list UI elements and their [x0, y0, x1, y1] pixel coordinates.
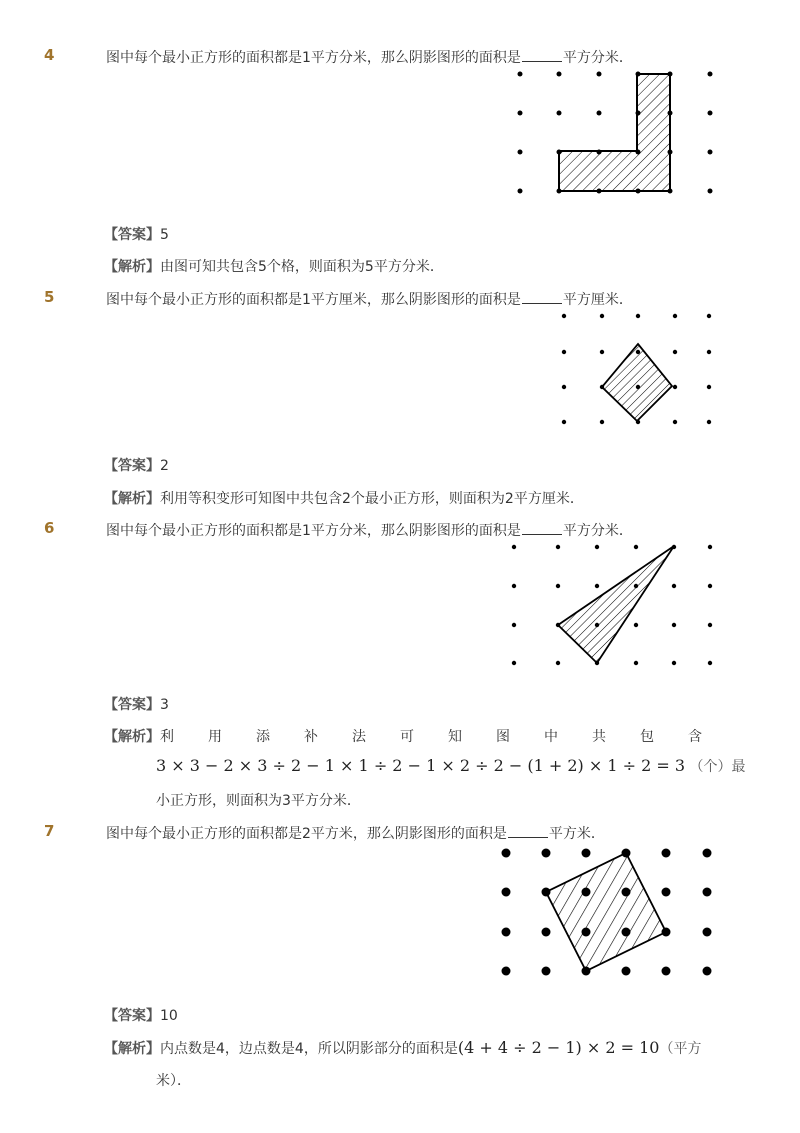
answer-line [104, 694, 169, 714]
shaded-triangle [558, 546, 674, 663]
answer-line [104, 455, 169, 475]
question-number: 7 [44, 822, 55, 840]
answer-label: 【答案】 [104, 1008, 160, 1024]
analysis-label: 【解析】 [104, 491, 160, 507]
analysis-unit: （个）最 [689, 759, 746, 775]
answer-label: 【答案】 [104, 458, 160, 474]
analysis-label: 【解析】 [104, 1041, 160, 1057]
question-text-after: 平方厘米． [562, 292, 633, 308]
answer-value: 2 [160, 458, 169, 474]
analysis-unit: （平方 [659, 1041, 702, 1057]
analysis-line [104, 256, 444, 276]
answer-line [104, 1005, 178, 1025]
analysis-formula: (4 + 4 ÷ 2 − 1) × 2 = 10 [457, 1038, 660, 1057]
question-text [106, 47, 633, 67]
question-text-before: 图中每个最小正方形的面积都是1平方分米，那么阴影图形的面积是 [106, 523, 521, 539]
dot-grid-figure-q4 [510, 65, 720, 200]
analysis-line [104, 488, 584, 508]
question-number: 4 [44, 46, 55, 64]
question-text-before: 图中每个最小正方形的面积都是2平方米，那么阴影图形的面积是 [106, 826, 507, 842]
analysis-line [104, 726, 704, 746]
analysis-text: 利用等积变形可知图中共包含2个最小正方形，则面积为2平方厘米． [160, 491, 584, 507]
analysis-text-spaced: 利 用 添 补 法 可 知 图 中 共 包 含 [160, 729, 704, 745]
answer-value: 5 [160, 227, 169, 243]
dot-grid-figure-q7 [496, 843, 720, 983]
question-text-after: 平方米． [548, 826, 605, 842]
analysis-text: 小正方形，则面积为3平方分米． [156, 793, 361, 809]
question-text [106, 289, 633, 309]
dot-grid-figure-q6 [505, 540, 720, 670]
question-number: 6 [44, 519, 55, 537]
question-number: 5 [44, 288, 55, 306]
question-text-after: 平方分米． [562, 50, 633, 66]
analysis-line [104, 1038, 701, 1058]
answer-label: 【答案】 [104, 227, 160, 243]
analysis-text: 由图可知共包含5个格，则面积为5平方分米． [160, 259, 444, 275]
question-text [106, 520, 633, 540]
analysis-label: 【解析】 [104, 729, 160, 745]
dot-grid-figure-q5 [556, 310, 716, 430]
question-text-before: 图中每个最小正方形的面积都是1平方厘米，那么阴影图形的面积是 [106, 292, 521, 308]
answer-blank [522, 49, 562, 62]
question-text-after: 平方分米． [562, 523, 633, 539]
analysis-continuation [156, 790, 361, 810]
analysis-text: 米）． [156, 1073, 191, 1089]
answer-line [104, 224, 169, 244]
analysis-formula-line [156, 756, 745, 776]
answer-blank [522, 291, 562, 304]
analysis-label: 【解析】 [104, 259, 160, 275]
answer-blank [508, 825, 548, 838]
answer-label: 【答案】 [104, 697, 160, 713]
question-text [106, 823, 605, 843]
analysis-text: 内点数是4，边点数是4，所以阴影部分的面积是 [160, 1041, 458, 1057]
shaded-l-shape [559, 74, 670, 191]
answer-value: 3 [160, 697, 169, 713]
shaded-quadrilateral [546, 853, 666, 971]
analysis-formula: 3 × 3 − 2 × 3 ÷ 2 − 1 × 1 ÷ 2 − 1 × 2 ÷ 2 − (1 + 2) × 1 ÷ 2 = 3 [156, 756, 686, 775]
analysis-continuation [156, 1070, 191, 1090]
answer-blank [522, 522, 562, 535]
answer-value: 10 [160, 1008, 178, 1024]
shaded-tilted-square [602, 344, 672, 421]
question-text-before: 图中每个最小正方形的面积都是1平方分米，那么阴影图形的面积是 [106, 50, 521, 66]
